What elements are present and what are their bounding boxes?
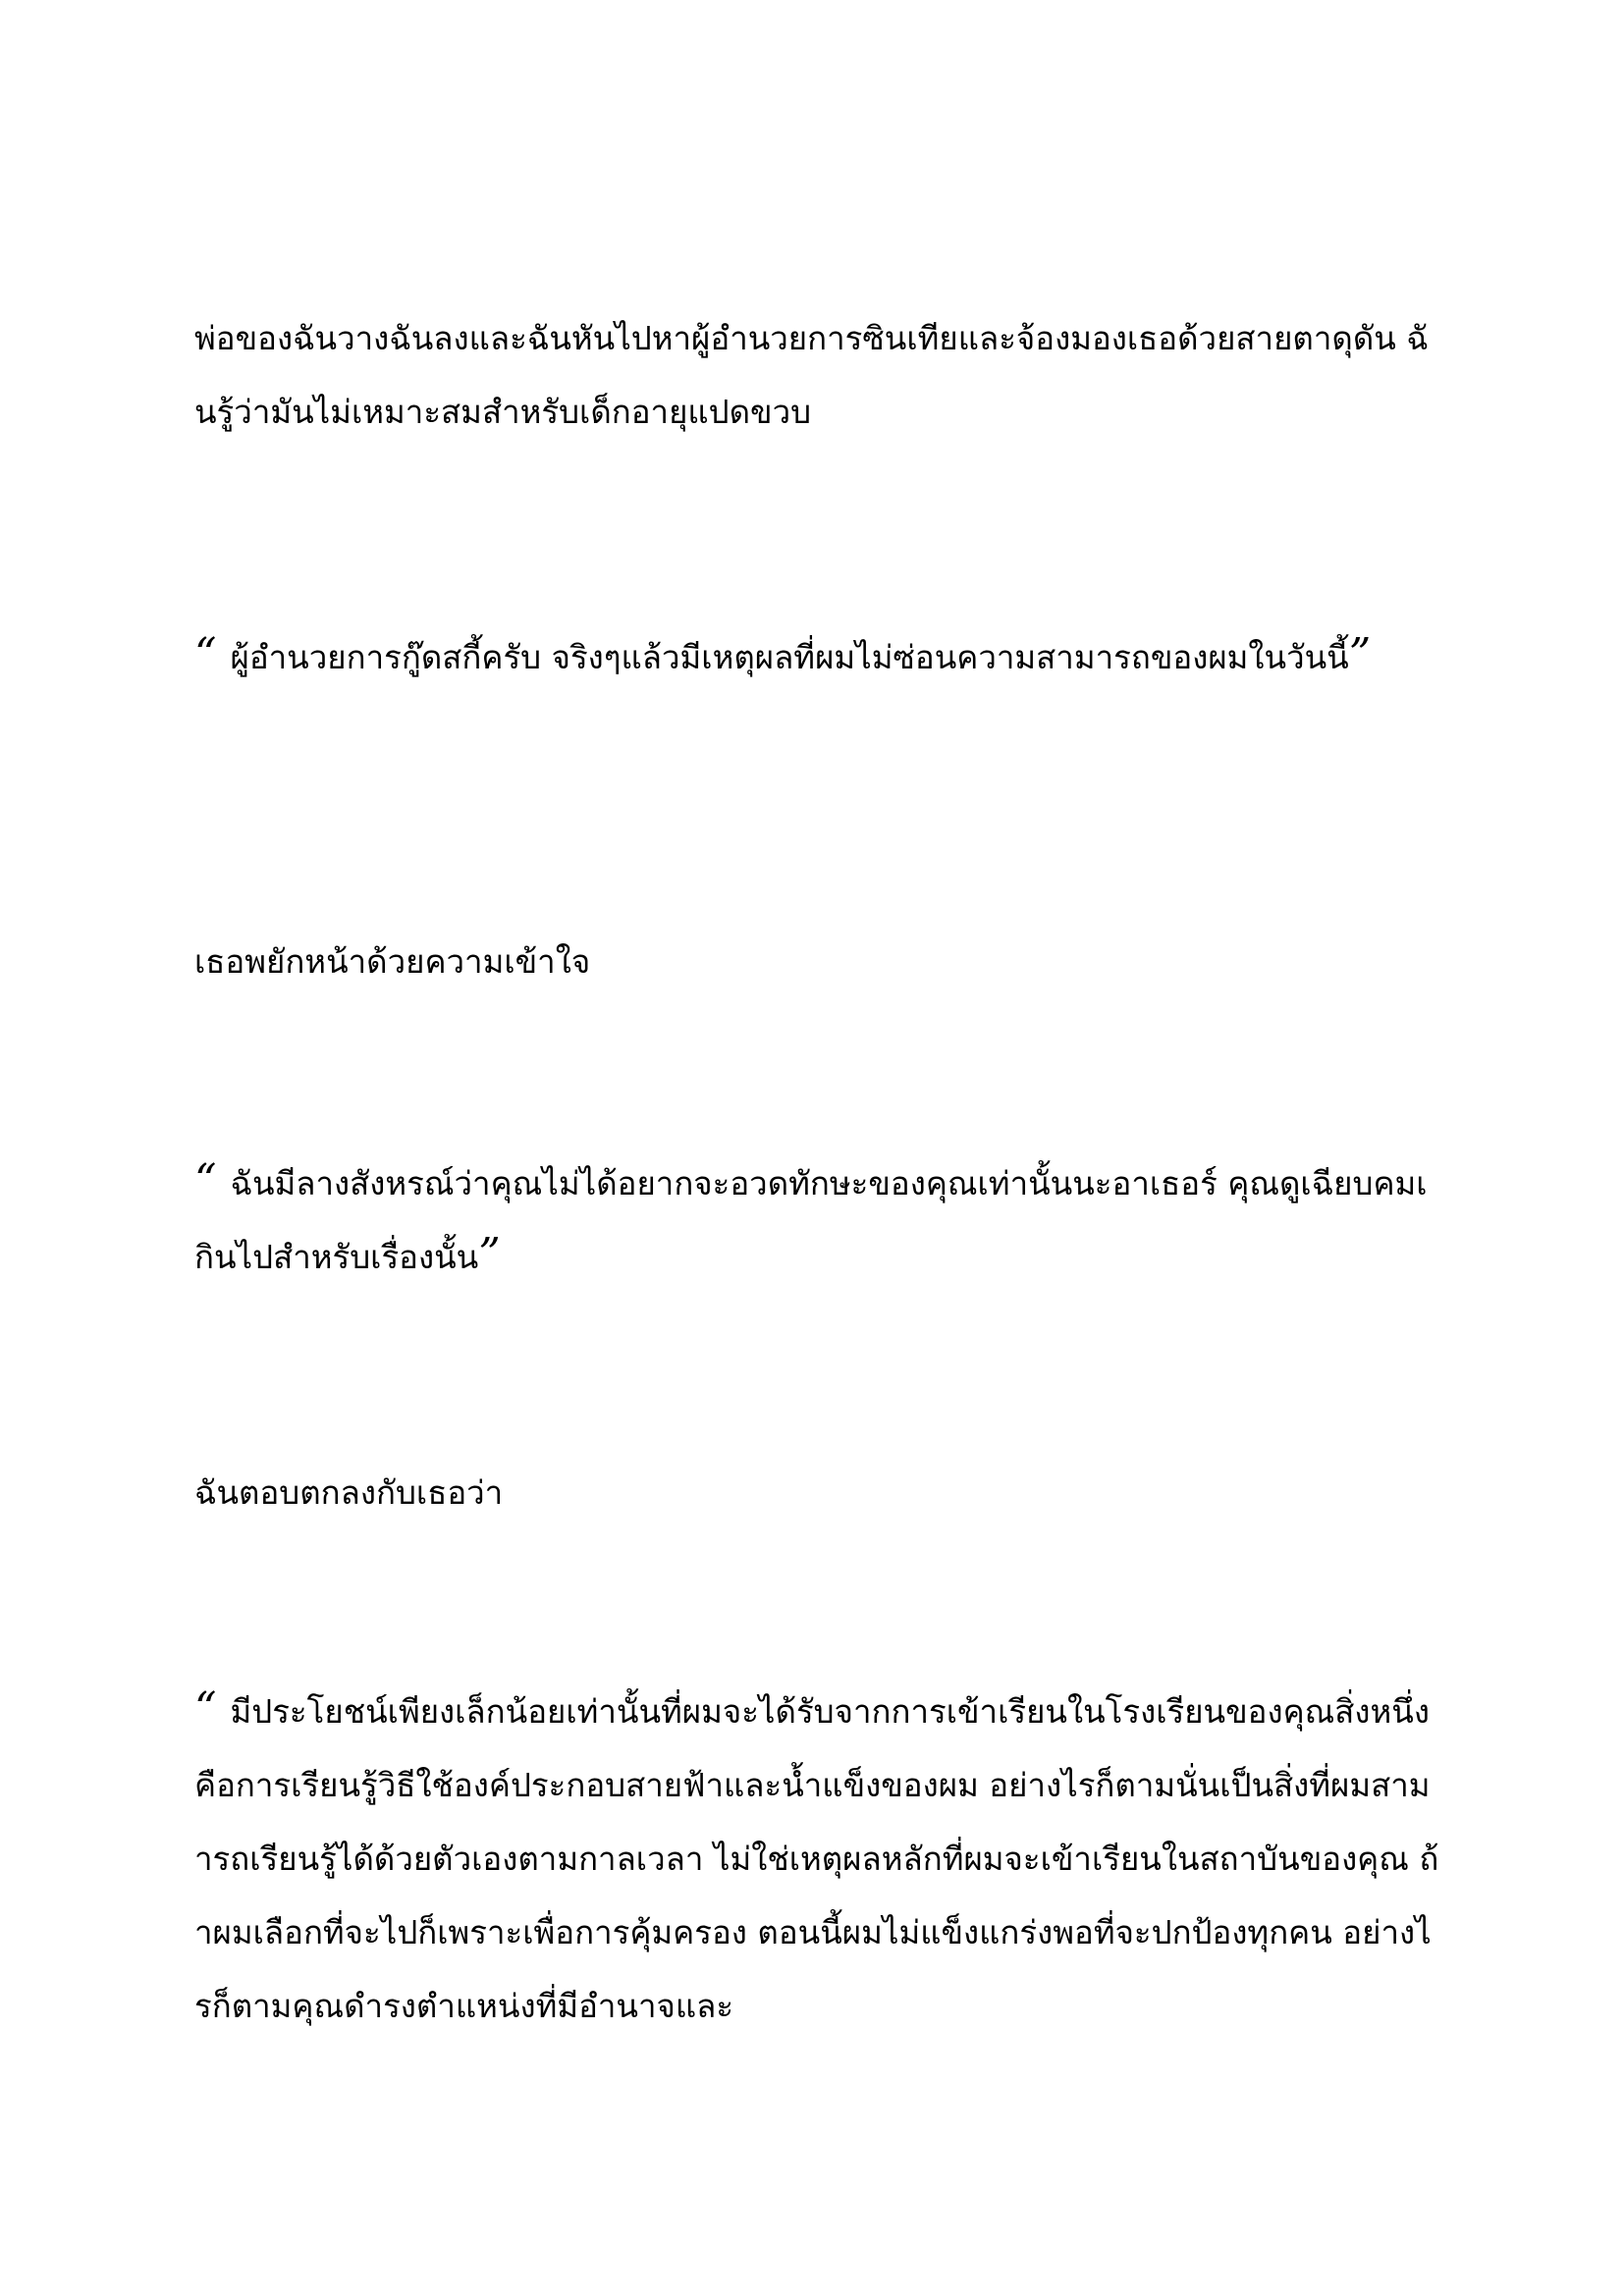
- narration-paragraph: [194, 301, 1441, 449]
- open-quote-mark: “: [194, 1683, 217, 1734]
- open-quote-mark: “: [194, 1155, 217, 1205]
- dialogue-paragraph: [194, 1675, 1441, 2043]
- dialogue-paragraph: [194, 1147, 1441, 1294]
- paragraph-text: มีประโยชน์เพียงเล็กน้อยเท่านั้นที่ผมจะได้รับจากการเข้าเรียนในโรงเรียนของคุณสิ่งหนึ่งคือการเรียนรู้วิธีใช้องค์ประกอบสายฟ้าและน้ำแข็งของผม อย่างไรก็ตามนั่นเป็นสิ่งที่ผมสามารถเรียนรู้ได้ด้วยตัวเองตามกาลเวลา ไม่ใช่เหตุผลหลักที่ผมจะเข้าเรียนในสถาบันของคุณ ถ้าผมเลือกที่จะไปก็เพราะเพื่อการคุ้มครอง ตอนนี้ผมไม่แข็งแกร่งพอที่จะปกป้องทุกคน อย่างไรก็ตามคุณดำรงตำแหน่งที่มีอำนาจและ: [194, 1692, 1439, 2025]
- paragraph-text: ผู้อำนวยการกู๊ดสกี้ครับ จริงๆแล้วมีเหตุผลที่ผมไม่ซ่อนความสามารถของผมในวันนี้: [230, 638, 1349, 676]
- paragraph-text: ฉันตอบตกลงกับเธอว่า: [194, 1473, 504, 1512]
- close-quote-mark: ”: [1348, 629, 1372, 679]
- close-quote-mark: ”: [478, 1229, 501, 1279]
- paragraph-text: พ่อของฉันวางฉันลงและฉันหันไปหาผู้อำนวยการซินเทียและจ้องมองเธอด้วยสายตาดุดัน ฉันรู้ว่ามันไม่เหมาะสมสำหรับเด็กอายุแปดขวบ: [194, 319, 1429, 431]
- paragraph-text: เธอพยักหน้าด้วยความเข้าใจ: [194, 942, 591, 981]
- open-quote-mark: “: [194, 629, 217, 679]
- narration-paragraph: [194, 1456, 1441, 1529]
- narration-paragraph: [194, 925, 1441, 998]
- dialogue-paragraph: [194, 620, 1441, 694]
- paragraph-text: ฉันมีลางสังหรณ์ว่าคุณไม่ได้อยากจะอวดทักษะของคุณเท่านั้นนะอาเธอร์ คุณดูเฉียบคมเกินไปสำหรับเรื่องนั้น: [194, 1164, 1428, 1276]
